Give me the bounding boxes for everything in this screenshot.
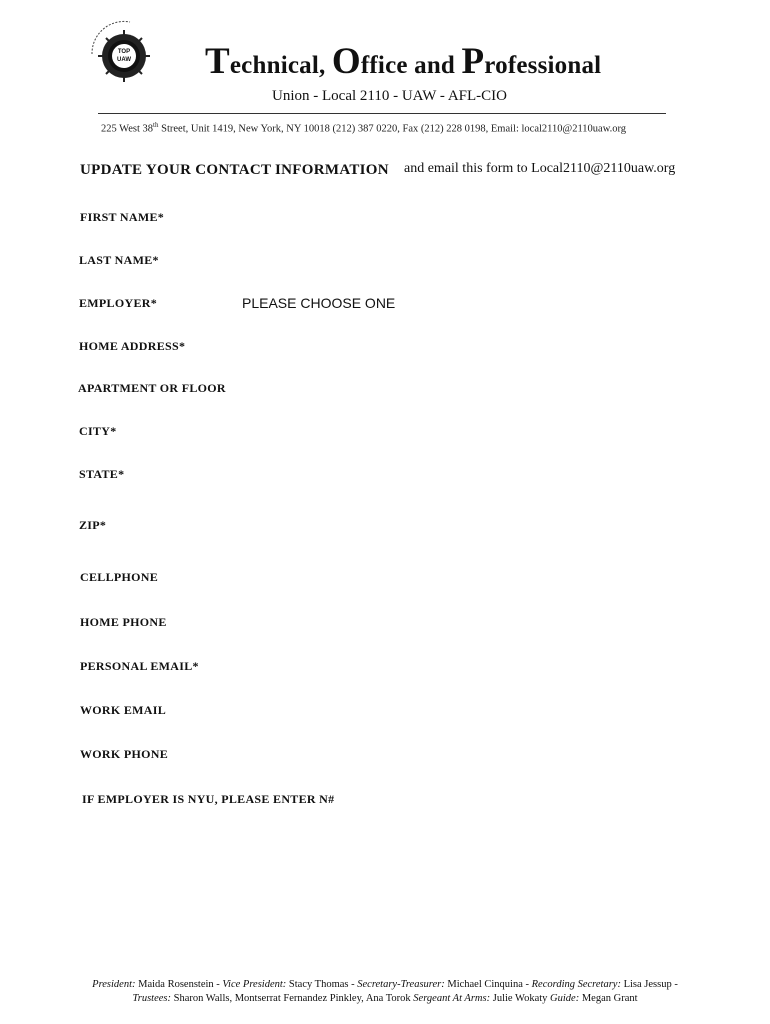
svg-text:TOP: TOP xyxy=(117,49,131,55)
home-address-input[interactable] xyxy=(240,336,700,356)
union-seal-logo xyxy=(86,16,158,88)
state-label: STATE* xyxy=(79,467,125,481)
zip-label: ZIP* xyxy=(79,518,107,532)
form-instruction: and email this form to Local2110@2110uaw.org xyxy=(404,161,676,176)
last-name-label: LAST NAME* xyxy=(79,253,159,267)
work-phone-label: WORK PHONE xyxy=(80,747,169,761)
cellphone-label: CELLPHONE xyxy=(80,570,159,584)
nyu-number-label: IF EMPLOYER IS NYU, PLEASE ENTER N# xyxy=(82,792,335,806)
city-input[interactable] xyxy=(240,421,700,441)
union-subtitle: Union - Local 2110 - UAW - AFL-CIO xyxy=(272,88,508,104)
cellphone-input[interactable] xyxy=(240,567,700,587)
work-email-input[interactable] xyxy=(240,700,700,720)
home-phone-label: HOME PHONE xyxy=(80,615,167,629)
last-name-input[interactable] xyxy=(240,250,700,270)
work-phone-input[interactable] xyxy=(240,744,700,764)
personal-email-input[interactable] xyxy=(240,656,700,676)
home-phone-input[interactable] xyxy=(240,612,700,632)
contact-address-line: 225 West 38th Street, Unit 1419, New York, NY 10018 (212) 387 0220, Fax (212) 228 0198, Email: local2110@2110uaw.org xyxy=(101,121,627,135)
footer-line-1: President: Maida Rosenstein - Vice President: Stacy Thomas - Secretary-Treasurer: Michael Cinquina - Recording Secretary: Lisa Jessup - xyxy=(92,979,678,990)
work-email-label: WORK EMAIL xyxy=(80,703,167,717)
form-heading: UPDATE YOUR CONTACT INFORMATION xyxy=(80,162,389,178)
apartment-input[interactable] xyxy=(240,378,700,398)
svg-text:UAW: UAW xyxy=(117,57,131,63)
home-address-label: HOME ADDRESS* xyxy=(79,339,186,353)
employer-label: EMPLOYER* xyxy=(79,296,158,310)
city-label: CITY* xyxy=(79,424,117,438)
state-input[interactable] xyxy=(240,464,700,484)
apartment-label: APARTMENT OR FLOOR xyxy=(78,381,226,395)
organization-title: Technical, Office and Professional xyxy=(205,41,602,82)
zip-input[interactable] xyxy=(240,515,700,535)
officers-footer xyxy=(60,978,710,1006)
nyu-number-input[interactable] xyxy=(240,813,700,833)
header-divider xyxy=(98,113,666,114)
employer-dropdown[interactable]: PLEASE CHOOSE ONE xyxy=(242,295,396,311)
first-name-label: FIRST NAME* xyxy=(80,210,165,224)
footer-line-2: Trustees: Sharon Walls, Montserrat Fernandez Pinkley, Ana Torok Sergeant At Arms: Julie Wokaty Guide: Megan Grant xyxy=(132,993,638,1004)
personal-email-label: PERSONAL EMAIL* xyxy=(80,659,199,673)
first-name-input[interactable] xyxy=(240,207,700,227)
